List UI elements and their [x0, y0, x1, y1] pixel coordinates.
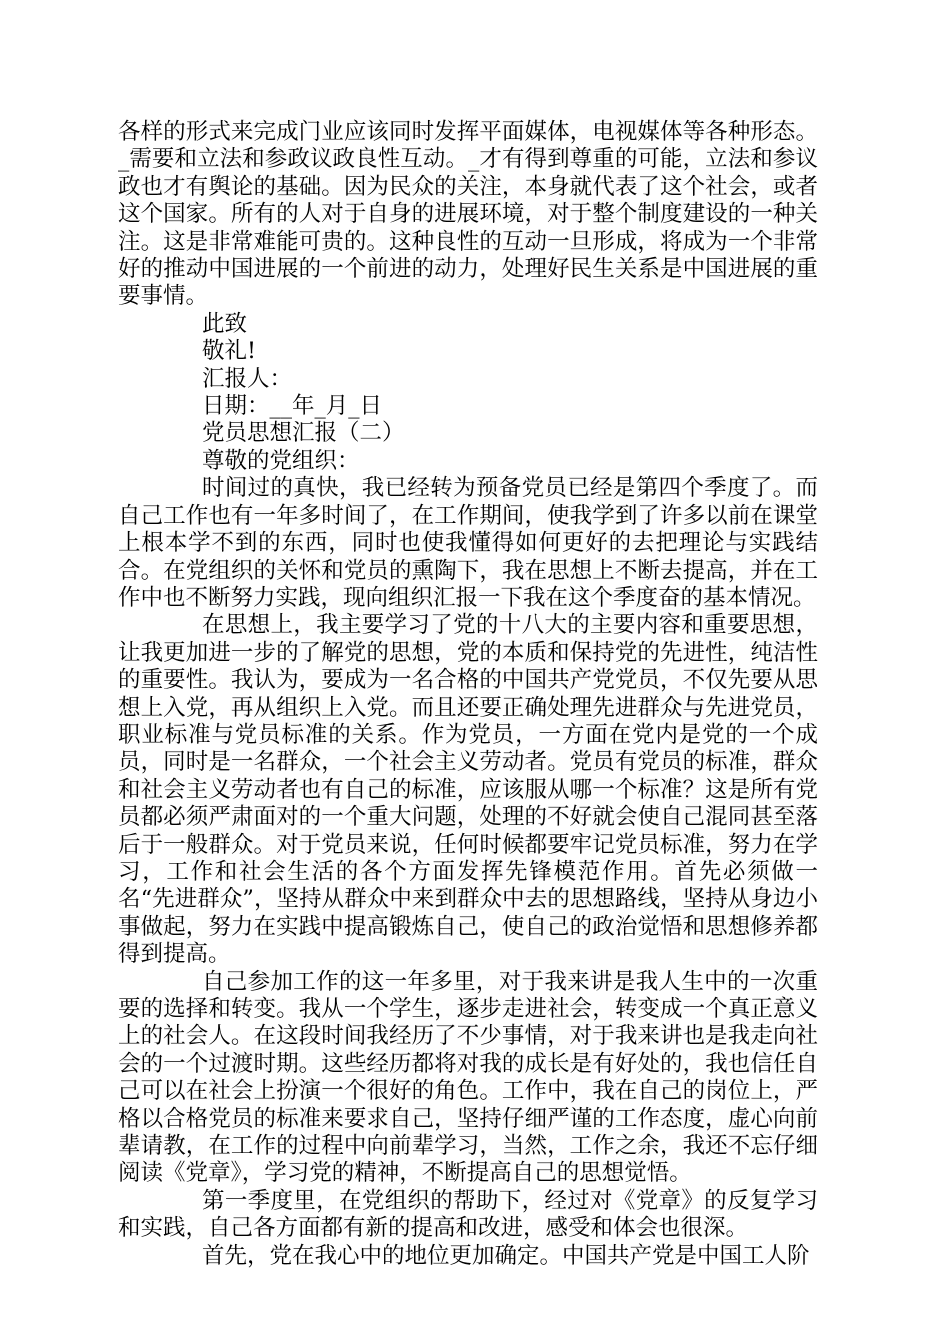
greeting-line: 尊敬的党组织：: [202, 447, 360, 474]
closing-regards: 敬礼!: [202, 338, 257, 365]
paragraph-thought: 在思想上，我主要学习了党的十八大的主要内容和重要思想，让我更加进一步的了解党的思想，党的本质和保持党的先进性，纯洁性的重要性。我认为，要成为一名合格的中国共产党党员，不仅先要从思想上入党，再从组织上入党。而且还要正确处理先进群众与先进党员，职业标准与党员标准的关系。作为党员，一方面在党内是党的一个成员，同时是一名群众，一个社会主义劳动者。党员有党员的标准，群众和社会主义劳动者也有自己的标准，应该服从哪一个标准？这是所有党员都必须严肃面对的一个重大问题，处理的不好就会使自己混同甚至落后于一般群众。对于党员来说，任何时候都要牢记党员标准，努力在学习，工作和社会生活的各个方面发挥先锋模范作用。首先必须做一名“先进群众”，坚持从群众中来到群众中去的思想路线，坚持从身边小事做起，努力在实践中提高锻炼自己，使自己的政治觉悟和思想修养都得到提高。: [118, 612, 818, 968]
paragraph-first-quarter: 第一季度里，在党组织的帮助下，经过对《党章》的反复学习和实践，自己各方面都有新的提高和改进，感受和体会也很深。: [118, 1187, 818, 1242]
section-title: 党员思想汇报（二）: [202, 420, 405, 447]
paragraph-firstly: 首先，党在我心中的地位更加确定。中国共产党是中国工人阶: [202, 1242, 810, 1269]
paragraph-work: 自己参加工作的这一年多里，对于我来讲是我人生中的一次重要的选择和转变。我从一个学生，逐步走进社会，转变成一个真正意义上的社会人。在这段时间我经历了不少事情，对于我来讲也是我走向社会的一个过渡时期。这些经历都将对我的成长是有好处的，我也信任自己可以在社会上扮演一个很好的角色。工作中，我在自己的岗位上，严格以合格党员的标准来要求自己，坚持仔细严谨的工作态度，虚心向前辈请教，在工作的过程中向前辈学习，当然，工作之余，我还不忘仔细阅读《党章》，学习党的精神，不断提高自己的思想觉悟。: [118, 968, 818, 1187]
date-line: 日期：__年_月_日: [202, 393, 383, 420]
reporter-line: 汇报人：: [202, 365, 293, 392]
closing-salutation: 此致: [202, 310, 248, 337]
paragraph-continued: 各样的形式来完成门业应该同时发挥平面媒体，电视媒体等各种形态。_需要和立法和参政议政良性互动。_才有得到尊重的可能，立法和参议政也才有舆论的基础。因为民众的关注，本身就代表了这个社会，或者这个国家。所有的人对于自身的进展环境，对于整个制度建设的一种关注。这是非常难能可贵的。这种良性的互动一旦形成，将成为一个非常好的推动中国进展的一个前进的动力，处理好民生关系是中国进展的重要事情。: [118, 119, 818, 310]
document-body: [118, 119, 818, 1270]
paragraph-intro: 时间过的真快，我已经转为预备党员已经是第四个季度了。而自己工作也有一年多时间了，在工作期间，使我学到了许多以前在课堂上根本学不到的东西，同时也使我懂得如何更好的去把理论与实践结合。在党组织的关怀和党员的熏陶下，我在思想上不断去提高，并在工作中也不断努力实践，现向组织汇报一下我在这个季度奋的基本情况。: [118, 475, 818, 611]
